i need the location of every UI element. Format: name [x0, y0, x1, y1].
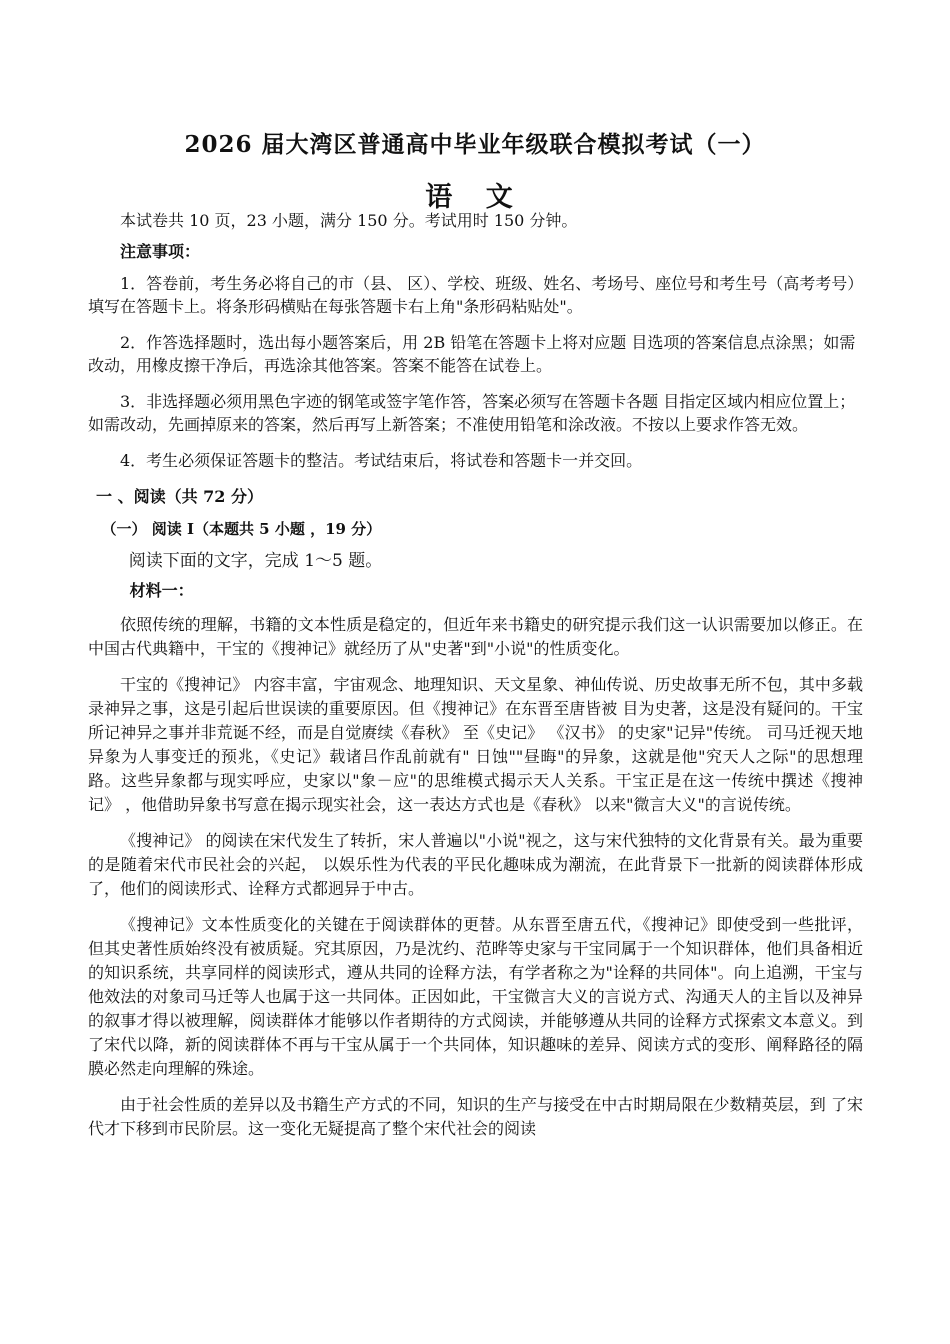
- notice-item: 3．非选择题必须用黑色字迹的钢笔或签字笔作答，答案必须写在答题卡各题 目指定区域内相应位置上；如需改动，先画掉原来的答案，然后再写上新答案；不准使用铅笔和涂改液。不按以上要求作答无效。: [88, 392, 856, 434]
- page-content: [88, 210, 863, 1153]
- notice-item: 2．作答选择题时，选出每小题答案后，用 2B 铅笔在答题卡上将对应题 目选项的答案信息点涂黑；如需改动，用橡皮擦干净后，再选涂其他答案。答案不能答在试卷上。: [88, 333, 856, 375]
- body-paragraph: 《搜神记》文本性质变化的关键在于阅读群体的更替。从东晋至唐五代，《搜神记》即使受到一些批评，但其史著性质始终没有被质疑。究其原因，乃是沈约、范晔等史家与干宝同属于一个知识群体，他们具备相近的知识系统，共享同样的阅读形式，遵从共同的诠释方法，有学者称之为"诠释的共同体"。向上追溯，干宝与他效法的对象司马迁等人也属于这一共同体。正因如此，干宝微言大义的言说方式、沟通天人的主旨以及神异的叙事才得以被理解，阅读群体才能够以作者期待的方式阅读，并能够遵从共同的诠释方式探索文本意义。到 了宋代以降，新的阅读群体不再与干宝从属于一个共同体，知识趣味的差异、阅读方式的变形、阐释路径的隔膜必然走向理解的殊途。: [88, 915, 863, 1078]
- notice-item: 4．考生必须保证答题卡的整洁。考试结束后，将试卷和答题卡一并交回。: [120, 451, 643, 470]
- body-paragraph: 由于社会性质的差异以及书籍生产方式的不同，知识的生产与接受在中古时期局限在少数精英层，到 了宋代才下移到市民阶层。这一变化无疑提高了整个宋代社会的阅读: [88, 1095, 863, 1138]
- subsection-heading: （一） 阅读 I（本题共 5 小题 ，19 分）: [101, 520, 382, 538]
- notice-item: 1．答卷前，考生务必将自己的市（县、 区）、学校、班级、姓名、考场号、座位号和考生号（高考考号）填写在答题卡上。将条形码横贴在每张答题卡右上角"条形码粘贴处"。: [88, 274, 856, 316]
- material-label: 材料一：: [129, 581, 194, 600]
- body-paragraph: 干宝的《搜神记》 内容丰富，宇宙观念、地理知识、天文星象、神仙传说、历史故事无所不包，其中多载录神异之事，这是引起后世误读的重要原因。但《搜神记》在东晋至唐皆被 目为史著，这是没有疑问的。干宝所记神异之事并非荒诞不经，而是自觉赓续《春秋》 至《史记》 《汉书》 的史家"记异"传统。 司马迁视天地异象为人事变迁的预兆，《史记》载诸吕作乱前就有" 日蚀""昼晦"的异象，这就是他"究天人之际"的思想理路。这些异象都与现实呼应，史家以"象－应"的思维模式揭示天人关系。干宝正是在这一传统中撰述《搜神记》 ，他借助异象书写意在揭示现实社会，这一表达方式也是《春秋》 以来"微言大义"的言说传统。: [88, 675, 863, 814]
- subject-title: 语 文: [425, 182, 525, 213]
- notice-heading: 注意事项：: [120, 242, 201, 261]
- exam-intro: 本试卷共 10 页，23 小题，满分 150 分。考试用时 150 分钟。: [120, 211, 578, 230]
- body-paragraph: 依照传统的理解，书籍的文本性质是稳定的，但近年来书籍史的研究提示我们这一认识需要加以修正。在中国古代典籍中，干宝的《搜神记》就经历了从"史著"到"小说"的性质变化。: [88, 615, 863, 658]
- exam-title: 2026 届大湾区普通高中毕业年级联合模拟考试（一）: [184, 131, 766, 158]
- reading-instruction: 阅读下面的文字，完成 1～5 题。: [128, 551, 383, 571]
- section-heading: 一 、阅读（共 72 分）: [96, 487, 263, 506]
- body-paragraph: 《搜神记》 的阅读在宋代发生了转折，宋人普遍以"小说"视之，这与宋代独特的文化背景有关。最为重要的是随着宋代市民社会的兴起， 以娱乐性为代表的平民化趣味成为潮流，在此背景下一批新的阅读群体形成了，他们的阅读形式、诠释方式都迥异于中古。: [88, 831, 863, 898]
